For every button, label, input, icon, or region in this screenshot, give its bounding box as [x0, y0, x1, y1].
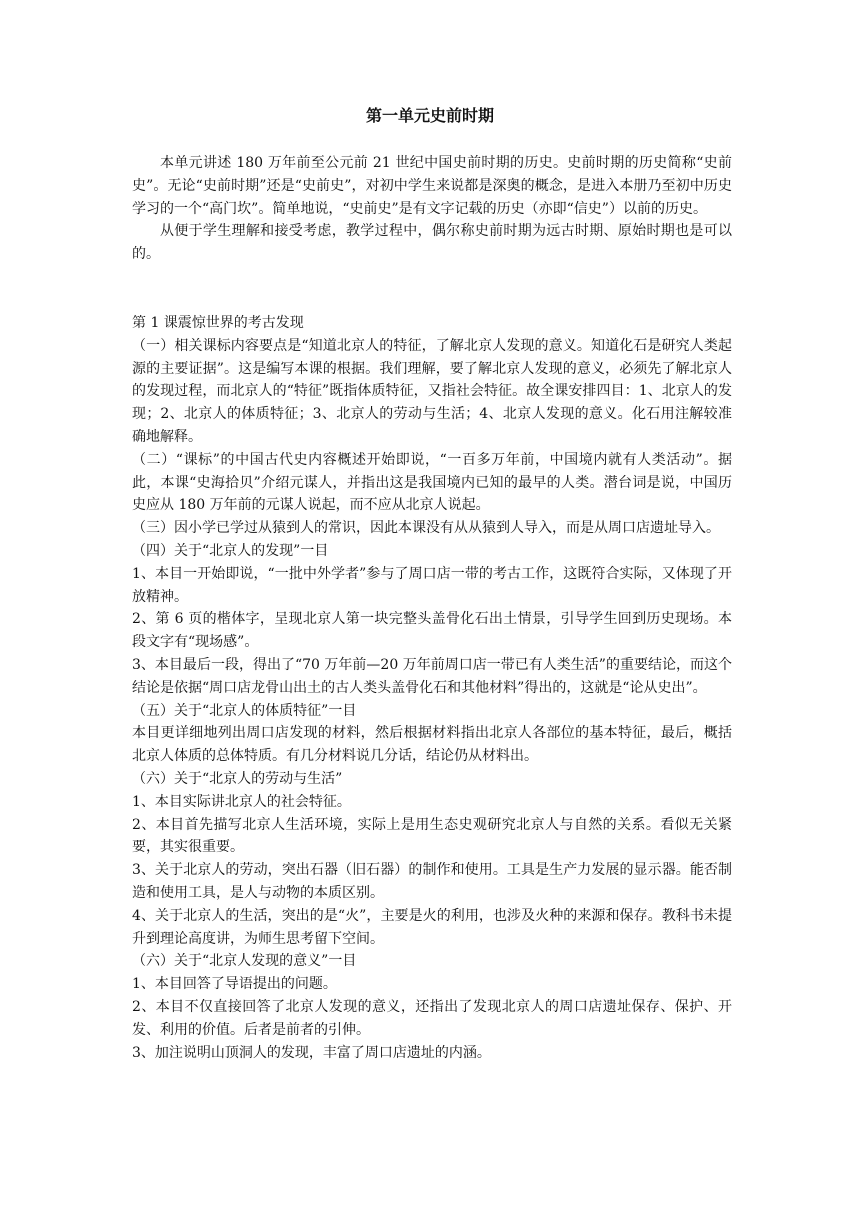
- lesson-paragraph: （二）“课标”的中国古代史内容概述开始即说，“一百多万年前，中国境内就有人类活动”。据此，本课“史海拾贝”介绍元谋人，并指出这是我国境内已知的最早的人类。潜台词是说，中国历史应从 180 万年前的元谋人说起，而不应从北京人说起。: [132, 451, 732, 514]
- lesson-paragraph: 3、本目最后一段，得出了“70 万年前—20 万年前周口店一带已有人类生活”的重要结论，而这个结论是依据“周口店龙骨山出土的古人类头盖骨化石和其他材料”得出的，这就是“论从史出”。: [132, 656, 732, 696]
- lesson-paragraph: 4、关于北京人的生活，突出的是“火”，主要是火的利用，也涉及火种的来源和保存。教科书未提升到理论高度讲，为师生思考留下空间。: [132, 907, 732, 947]
- lesson-paragraph: 3、加注说明山顶洞人的发现，丰富了周口店遗址的内涵。: [132, 1044, 491, 1061]
- lesson-paragraph: 2、第 6 页的楷体字，呈现北京人第一块完整头盖骨化石出土情景，引导学生回到历史现场。本段文字有“现场感”。: [132, 611, 732, 651]
- section-heading: （四）关于“北京人的发现”一目: [132, 542, 329, 559]
- lesson-paragraph: 1、本目回答了导语提出的问题。: [132, 976, 337, 993]
- intro-paragraph: 从便于学生理解和接受考虑，教学过程中，偶尔称史前时期为远古时期、原始时期也是可以的。: [132, 223, 732, 263]
- lesson-section: [132, 312, 732, 1064]
- lesson-paragraph: 1、本目实际讲北京人的社会特征。: [132, 793, 351, 810]
- section-heading: （六）关于“北京人发现的意义”一目: [132, 953, 357, 970]
- lesson-paragraph: 2、本目不仅直接回答了北京人发现的意义，还指出了发现北京人的周口店遗址保存、保护、开发、利用的价值。后者是前者的引伸。: [132, 998, 732, 1038]
- lesson-paragraph: 本目更详细地列出周口店发现的材料，然后根据材料指出北京人各部位的基本特征，最后，概括北京人体质的总体特质。有几分材料说几分话，结论仍从材料出。: [132, 725, 732, 765]
- section-heading: （六）关于“北京人的劳动与生活”: [132, 770, 343, 787]
- lesson-heading: 第 1 课震惊世界的考古发现: [132, 315, 304, 331]
- lesson-paragraph: 2、本目首先描写北京人生活环境，实际上是用生态史观研究北京人与自然的关系。看似无关紧要，其实很重要。: [132, 816, 732, 856]
- intro-paragraph: 本单元讲述 180 万年前至公元前 21 世纪中国史前时期的历史。史前时期的历史简称“史前史”。无论“史前时期”还是“史前史”，对初中学生来说都是深奥的概念，是进入本册乃至初中历史学习的一个“高门坎”。简单地说，“史前史”是有文字记载的历史（亦即“信史”）以前的历史。: [132, 155, 732, 217]
- section-heading: （五）关于“北京人的体质特征”一目: [132, 702, 357, 719]
- lesson-paragraph: （一）相关课标内容要点是“知道北京人的特征，了解北京人发现的意义。知道化石是研究人类起源的主要证据”。这是编写本课的根据。我们理解，要了解北京人发现的意义，必须先了解北京人的发现过程，而北京人的“特征”既指体质特征，又指社会特征。故全课安排四目：1、北京人的发现；2、北京人的体质特征；3、北京人的劳动与生活；4、北京人发现的意义。化石用注解较准确地解释。: [132, 337, 732, 445]
- lesson-paragraph: 3、关于北京人的劳动，突出石器（旧石器）的制作和使用。工具是生产力发展的显示器。能否制造和使用工具，是人与动物的本质区别。: [132, 862, 732, 901]
- lesson-paragraph: 1、本目一开始即说，“一批中外学者”参与了周口店一带的考古工作，这既符合实际，又体现了开放精神。: [132, 565, 732, 605]
- document-title: 第一单元史前时期: [365, 106, 494, 125]
- lesson-paragraph: （三）因小学已学过从猿到人的常识，因此本课没有从从猿到人导入，而是从周口店遗址导入。: [132, 520, 720, 537]
- intro-section: [132, 152, 732, 266]
